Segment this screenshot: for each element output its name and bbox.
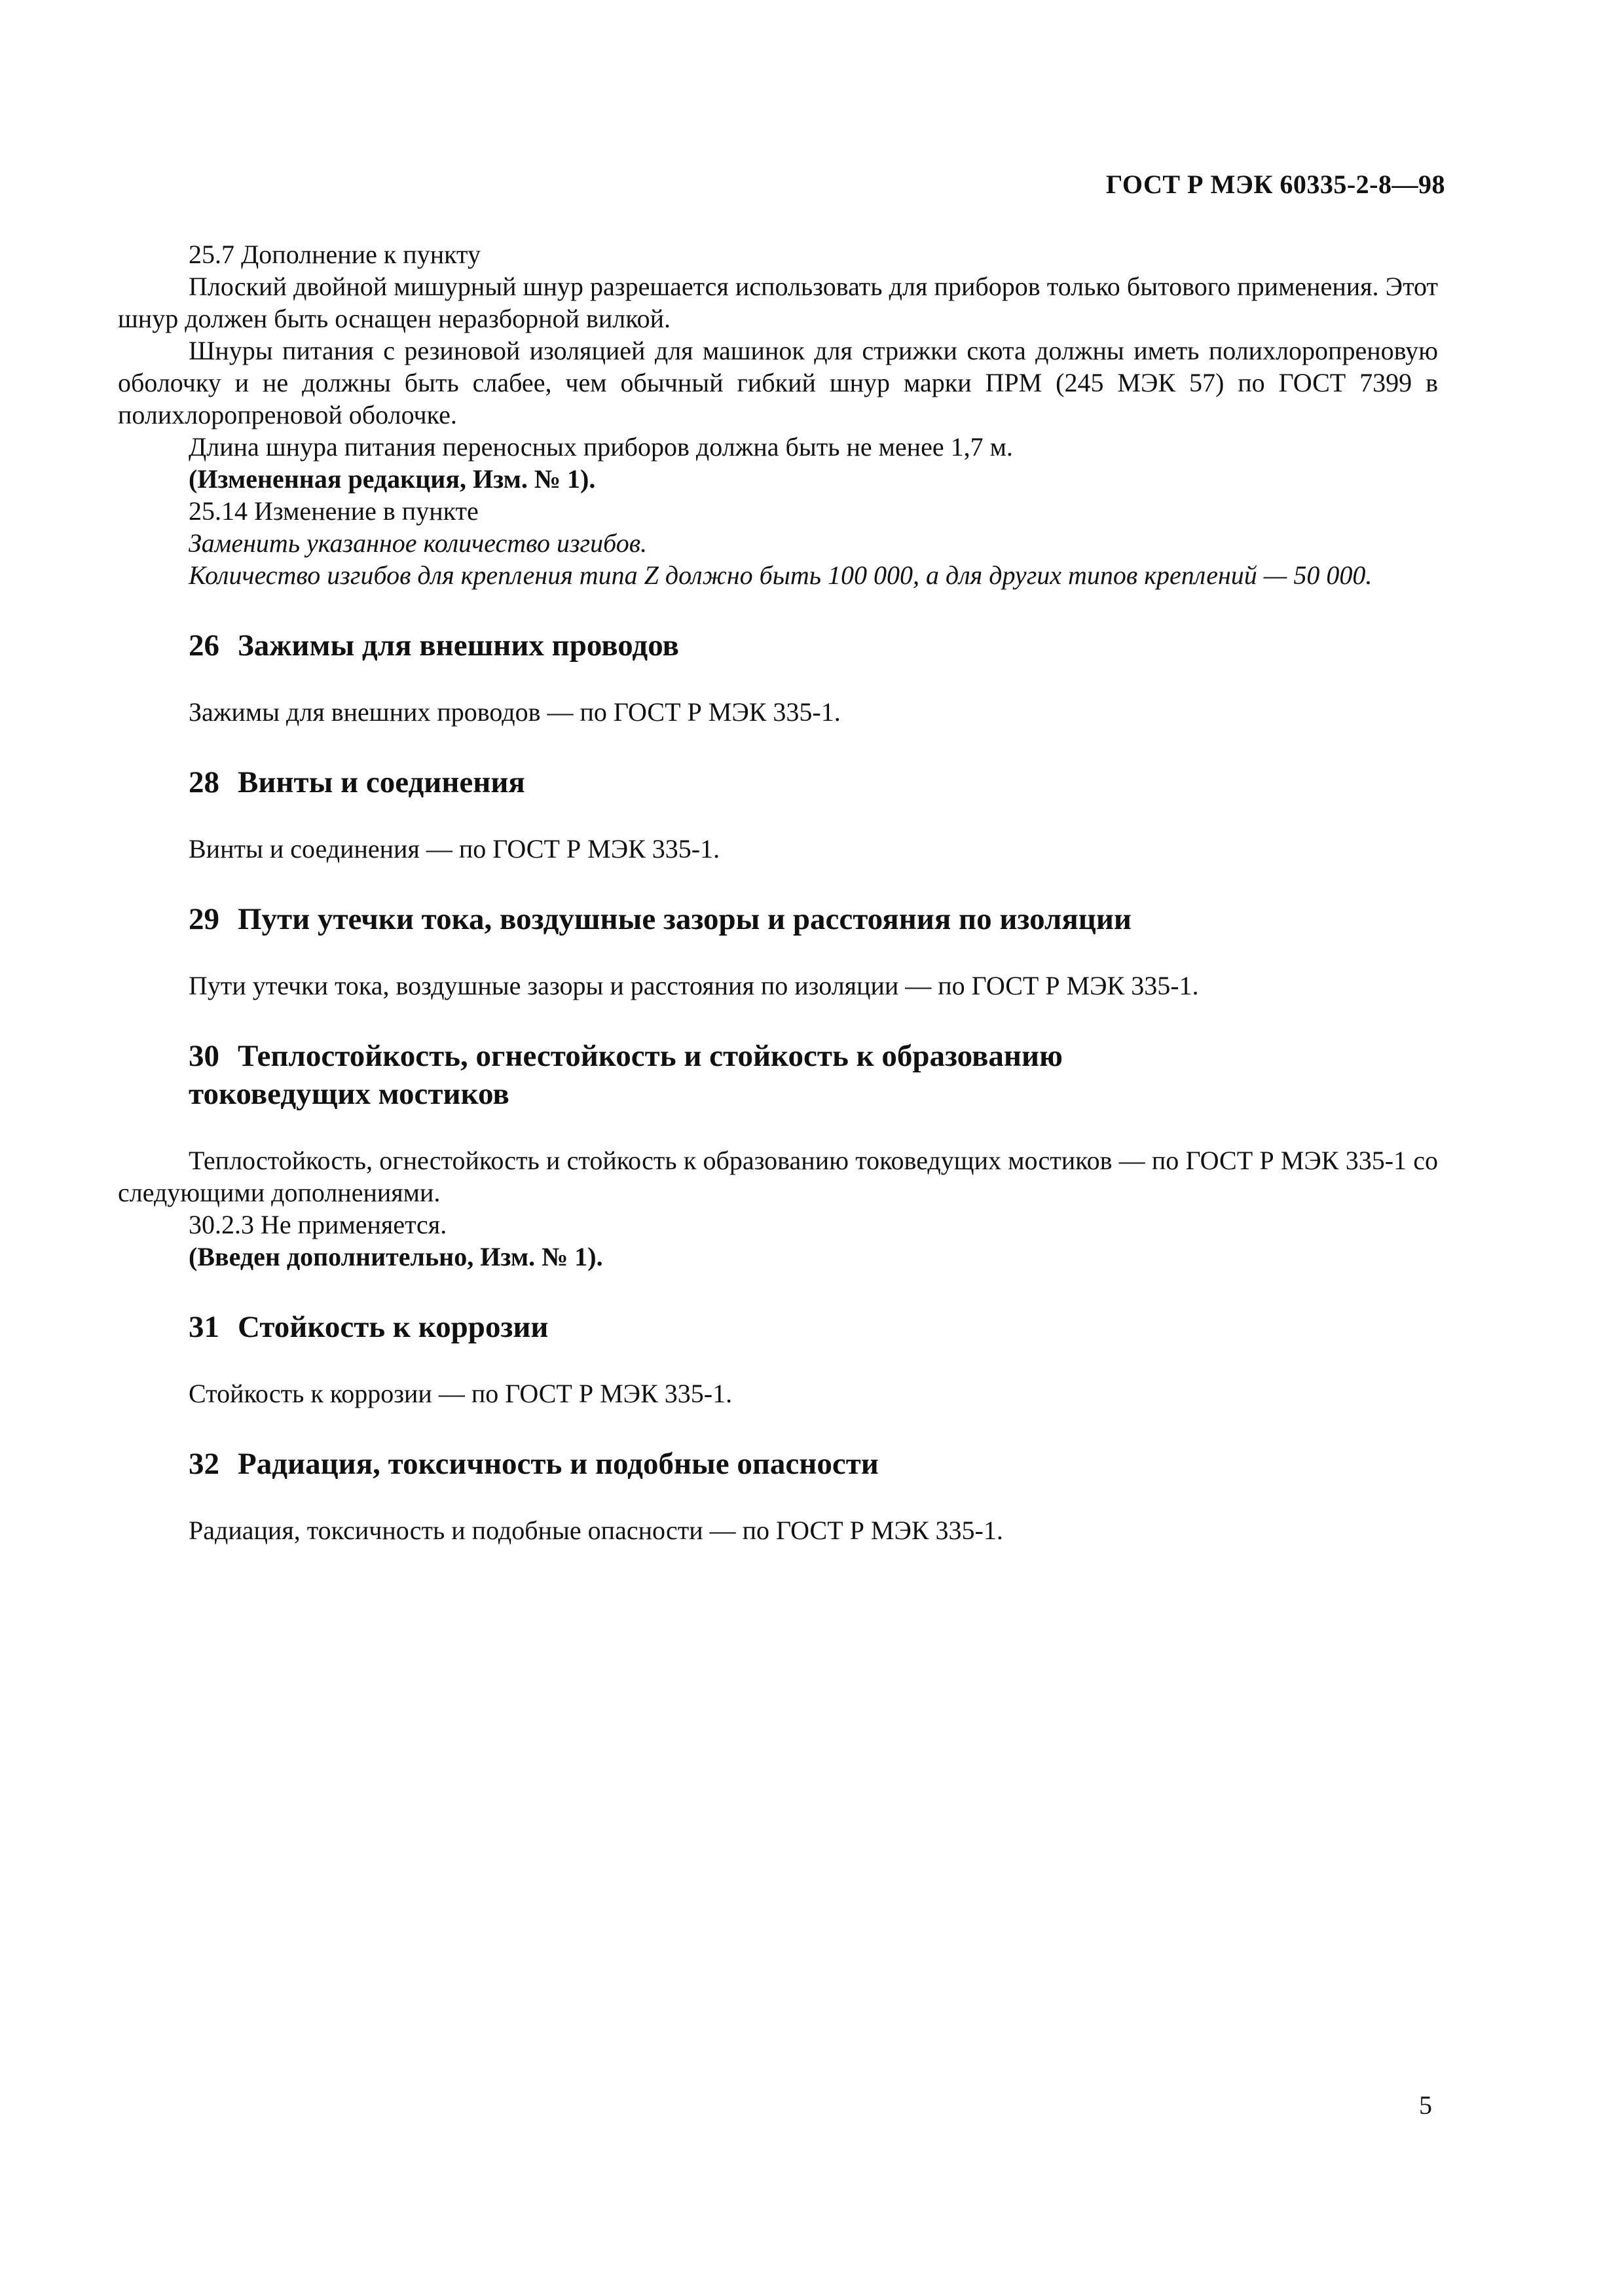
page-content (118, 238, 1438, 1546)
section-32-body: Радиация, токсичность и подобные опасности — по ГОСТ Р МЭК 335-1. (189, 1516, 1003, 1545)
section-31-title: Стойкость к коррозии (238, 1310, 549, 1344)
section-32-title: Радиация, токсичность и подобные опасности (238, 1447, 879, 1481)
section-30-number: 30 (189, 1039, 219, 1073)
clause-25-14-italic-2: Количество изгибов для крепления типа Z должно быть 100 000, а для других типов креплений — 50 000. (189, 560, 1373, 590)
section-30-item-30-2-3: 30.2.3 Не применяется. (189, 1210, 447, 1239)
section-30-amendment-note: (Введен дополнительно, Изм. № 1). (189, 1242, 603, 1271)
clause-25-7-title: 25.7 Дополнение к пункту (189, 240, 481, 269)
amendment-note-25-7: (Измененная редакция, Изм. № 1). (189, 464, 596, 494)
section-31-heading (118, 1308, 1438, 1346)
section-26-body: Зажимы для внешних проводов — по ГОСТ Р МЭК 335-1. (189, 697, 841, 727)
section-28-title: Винты и соединения (238, 765, 525, 799)
clause-25-7-paragraph-3: Длина шнура питания переносных приборов должна быть не менее 1,7 м. (189, 432, 1013, 462)
section-31-number: 31 (189, 1310, 219, 1344)
section-32-number: 32 (189, 1447, 219, 1481)
section-26-title: Зажимы для внешних проводов (238, 629, 679, 663)
section-31-body: Стойкость к коррозии — по ГОСТ Р МЭК 335-1. (189, 1379, 733, 1408)
section-29-title: Пути утечки тока, воздушные зазоры и расстояния по изоляции (238, 902, 1132, 936)
section-29-number: 29 (189, 902, 219, 936)
document-code-header: ГОСТ Р МЭК 60335-2-8—98 (1105, 170, 1445, 199)
clause-25-7-paragraph-1: Плоский двойной мишурный шнур разрешается использовать для приборов только бытового применения. Этот шнур должен быть оснащен неразборной вилкой. (118, 272, 1438, 333)
section-29-heading (118, 900, 1438, 938)
section-26-heading (118, 627, 1438, 665)
section-32-heading (118, 1445, 1438, 1483)
clause-25-14-title: 25.14 Изменение в пункте (189, 496, 479, 526)
section-29-body: Пути утечки тока, воздушные зазоры и расстояния по изоляции — по ГОСТ Р МЭК 335-1. (189, 971, 1199, 1000)
section-28-number: 28 (189, 765, 219, 799)
section-26-number: 26 (189, 629, 219, 663)
section-28-heading (118, 763, 1438, 801)
section-30-title-line-1: Теплостойкость, огнестойкость и стойкость к образованию (238, 1039, 1063, 1073)
clause-25-14-italic-1: Заменить указанное количество изгибов. (189, 528, 648, 558)
page-number: 5 (1419, 2090, 1432, 2120)
section-30-body: Теплостойкость, огнестойкость и стойкость к образованию токоведущих мостиков — по ГОСТ Р МЭК 335-1 со следующими дополнениями. (118, 1146, 1438, 1207)
section-30-heading-line-1 (189, 1037, 1438, 1075)
section-30-title-line-2: токоведущих мостиков (189, 1077, 509, 1111)
section-30-heading (118, 1037, 1438, 1113)
clause-25-7-paragraph-2: Шнуры питания с резиновой изоляцией для машинок для стрижки скота должны иметь полихлоропреновую оболочку и не должны быть слабее, чем обычный гибкий шнур марки ПРМ (245 МЭК 57) по ГОСТ 7399 в полихлоропреновой оболочке. (118, 336, 1438, 429)
section-28-body: Винты и соединения — по ГОСТ Р МЭК 335-1. (189, 834, 720, 864)
